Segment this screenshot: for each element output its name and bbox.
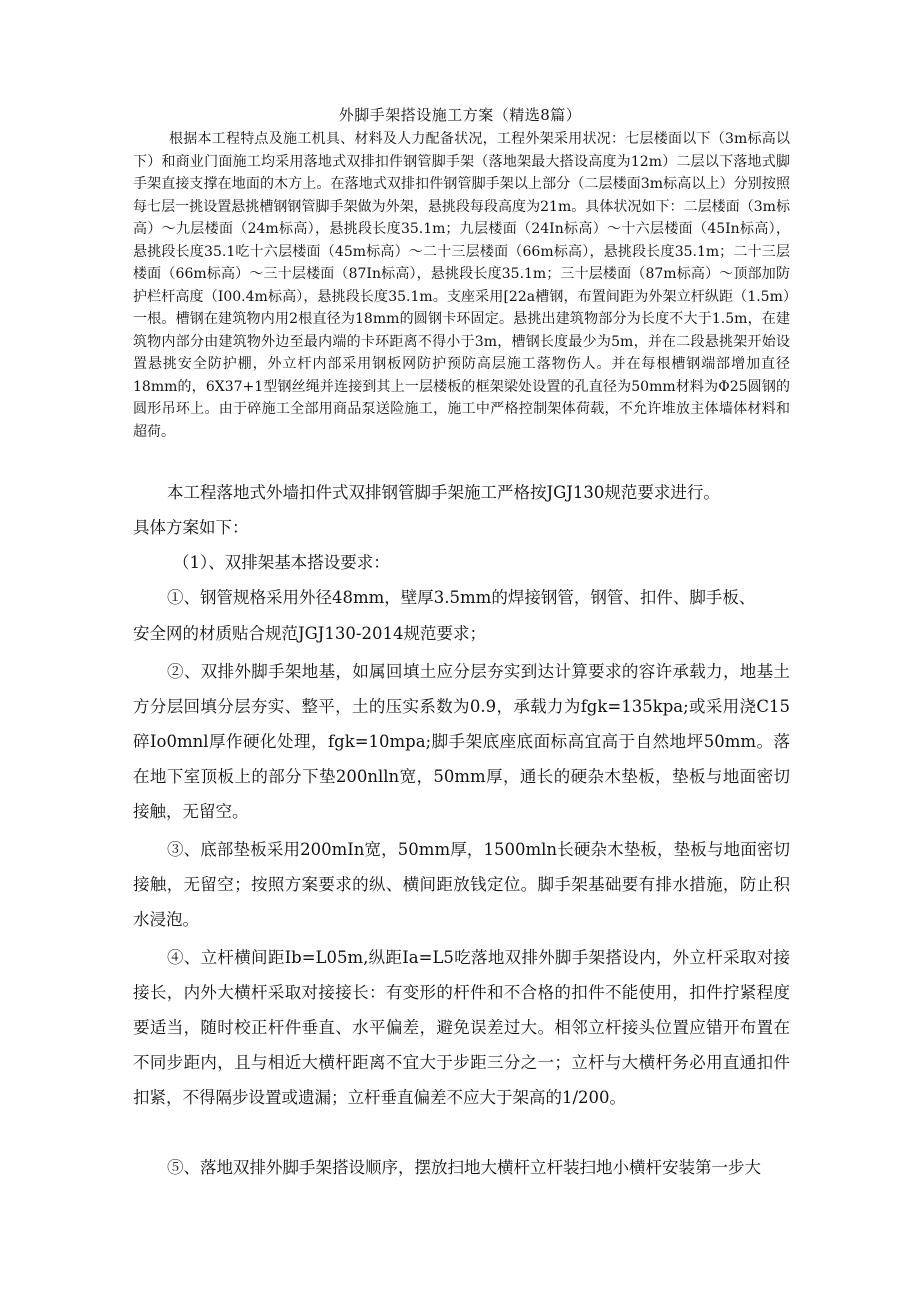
- item-1-line-1: ①、钢管规格采用外径48mm，壁厚3.5mm的焊接钢管，钢管、扣件、脚手板、: [167, 588, 756, 607]
- intro-paragraph: 根据本工程特点及施工机具、材料及人力配备状况，工程外架采用状况：七层楼面以下（3m标高以下）和商业门面施工均采用落地式双排扣件钢管脚手架（落地架最大搭设高度为12m）二层以下落地式脚手架直接支撑在地面的木方上。在落地式双排扣件钢管脚手架以上部分（二层楼面3m标高以上）分别按照每七层一挑设置悬挑槽钢钢管脚手架做为外架，悬挑段每段高度为21m。具体状况如下：二层楼面（3m标高）～九层楼面（24m标高），悬挑段长度35.1m；九层楼面（24In标高）～十六层楼面（45In标高），悬挑段长度35.1吃十六层楼面（45m标高）～二十三层楼面（66m标高），悬挑段长度35.1m；二十三层楼面（66m标高）～三十层楼面（87In标高），悬挑段长度35.1m；三十层楼面（87m标高）～顶部加防护栏杆高度（I00.4m标高），悬挑段长度35.1m。支座采用[22a槽钢，布置间距为外架立杆纵距（1.5m）一根。槽钢在建筑物内用2根直径为18mm的圆钢卡环固定。悬挑出建筑物部分为长度不大于1.5m，在建筑物内部分由建筑物外边至最内端的卡环距离不得小于3m，槽钢长度最少为5m，并在二段悬挑架开始设置悬挑安全防护棚，外立杆内部采用钢板网防护预防高层施工落物伤人。并在每根槽钢端部增加直径18mm的，6X37+1型钢丝绳并连接到其上一层楼板的框架梁处设置的孔直径为50mm材料为Φ25圆钢的圆形吊环上。由于碎施工全部用商品泵送险施工，施工中严格控制架体荷载，不允许堆放主体墙体材料和超荷。: [133, 131, 790, 440]
- item-3-paragraph: ③、底部垫板采用200mIn宽，50mm厚，1500mln长硬杂木垫板，垫板与地面密切接触，无留空；按照方案要求的纵、横间距放钱定位。脚手架基础要有排水措施，防止积水浸泡。: [133, 840, 790, 929]
- section-heading: （1）、双排架基本搭设要求：: [173, 553, 390, 572]
- item-4-paragraph: ④、立杆横间距Ib=L05m,纵距Ia=L5吃落地双排外脚手架搭设内，外立杆采取对接接长，内外大横杆采取对接接长：有变形的杆件和不合格的扣件不能使用，扣件拧紧程度要适当，随时校正杆件垂直、水平偏差，避免误差过大。相邻立杆接头位置应错开布置在不同步距内，且与相近大横杆距离不宜大于步距三分之一；立杆与大横杆务必用直通扣件扣紧，不得隔步设置或遗漏；立杆垂直偏差不应大于架高的1/200。: [133, 948, 790, 1107]
- item-2-paragraph: ②、双排外脚手架地基，如属回填土应分层夯实到达计算要求的容许承载力，地基土方分层回填分层夯实、整平，土的压实系数为0.9，承载力为fgk=135kpa;或采用浇C15碎Io0mnl厚作硬化处理，fgk=10mpa;脚手架底座底面标高宜高于自然地坪50mm。落在地下室顶板上的部分下垫200nlln宽，50mm厚，通长的硬杂木垫板，垫板与地面密切接触，无留空。: [133, 662, 790, 821]
- plan-intro: 具体方案如下：: [133, 518, 249, 537]
- item-1-line-2: 安全网的材质贴合规范JGJ130-2014规范要求；: [133, 624, 486, 643]
- document-title: 外脚手架搭设施工方案（精选8篇）: [338, 106, 582, 124]
- item-5-paragraph: ⑤、落地双排外脚手架搭设顺序，摆放扫地大横杆立杆装扫地小横杆安装第一步大: [167, 1158, 761, 1177]
- standard-line: 本工程落地式外墙扣件式双排钢管脚手架施工严格按JGJ130规范要求进行。: [167, 483, 720, 502]
